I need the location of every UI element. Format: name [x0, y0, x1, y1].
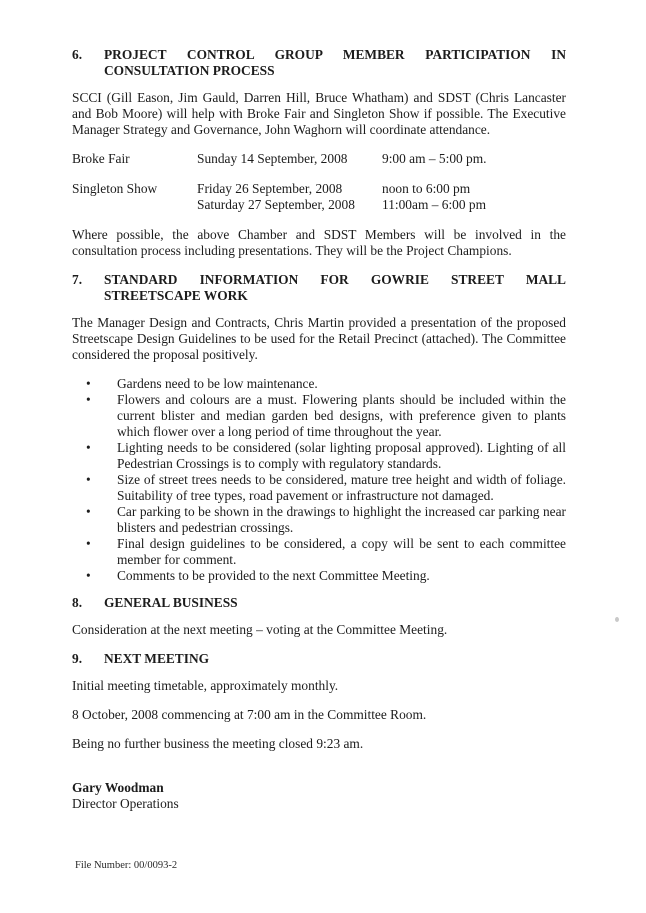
bullet-marker: • [86, 376, 91, 391]
bullet-text: Lighting needs to be considered (solar lighting proposal approved). Lighting of all Pedestrian Crossings is to comply with regulatory standards. [117, 440, 566, 471]
file-number: File Number: 00/0093-2 [75, 860, 178, 871]
bullet-marker: • [86, 568, 91, 583]
bullet-marker: • [86, 536, 91, 551]
section-6-paragraph-2: Where possible, the above Chamber and SDST Members will be involved in the consultation process including presentations. They will be the Project Champions. [72, 227, 566, 258]
schedule-event-date: Sunday 14 September, 2008 [197, 151, 348, 166]
bullet-text: Size of street trees needs to be considered, mature tree height and width of foliage. Suitability of tree types, road pavement or infrastructure not damaged. [117, 472, 566, 503]
section-9-heading [72, 651, 566, 667]
bullet-text: Gardens need to be low maintenance. [117, 376, 318, 391]
bullet-item [72, 536, 566, 568]
section-7-number: 7. [72, 272, 83, 287]
section-9-title: NEXT MEETING [104, 651, 210, 666]
bullet-text: Comments to be provided to the next Committee Meeting. [117, 568, 430, 583]
section-6-heading [72, 47, 566, 79]
section-8-heading [72, 595, 566, 611]
section-9-paragraph-3: Being no further business the meeting closed 9:23 am. [72, 736, 364, 751]
signatory-title: Director Operations [72, 796, 179, 811]
bullet-text: Final design guidelines to be considered, a copy will be sent to each committee member for comment. [117, 536, 566, 567]
streetscape-bullet-list [72, 376, 566, 584]
signatory-name: Gary Woodman [72, 780, 164, 795]
section-7-title: STANDARD INFORMATION FOR GOWRIE STREET MALL STREETSCAPE WORK [104, 272, 566, 303]
section-9-paragraph-2: 8 October, 2008 commencing at 7:00 am in the Committee Room. [72, 707, 427, 722]
bullet-item [72, 568, 566, 584]
section-6-number: 6. [72, 47, 83, 62]
bullet-item [72, 472, 566, 504]
schedule-row-singleton-show [72, 181, 566, 213]
bullet-item [72, 504, 566, 536]
schedule-event-date: Saturday 27 September, 2008 [197, 197, 355, 212]
bullet-marker: • [86, 440, 91, 455]
bullet-text: Car parking to be shown in the drawings to highlight the increased car parking near blisters and pedestrian crossings. [117, 504, 566, 535]
bullet-marker: • [86, 392, 91, 407]
schedule-event-times [382, 181, 566, 213]
section-6-paragraph-1: SCCI (Gill Eason, Jim Gauld, Darren Hill, Bruce Whatham) and SDST (Chris Lancaster and Bob Moore) will help with Broke Fair and Singleton Show if possible. The Executive Manager Strategy and Governance, John Waghorn will coordinate attendance. [72, 90, 566, 137]
bullet-item [72, 440, 566, 472]
schedule-event-time: 9:00 am – 5:00 pm. [382, 151, 487, 166]
bullet-marker: • [86, 504, 91, 519]
section-7-paragraph-1: The Manager Design and Contracts, Chris Martin provided a presentation of the proposed Streetscape Design Guidelines to be used for the Retail Precinct (attached). The Committee considered the proposal positively. [72, 315, 566, 362]
section-8-number: 8. [72, 595, 83, 610]
section-8-paragraph-1: Consideration at the next meeting – voting at the Committee Meeting. [72, 622, 448, 637]
section-8-title: GENERAL BUSINESS [104, 595, 238, 610]
section-9-paragraph-1: Initial meeting timetable, approximately monthly. [72, 678, 339, 693]
schedule-event-dates [197, 181, 382, 213]
schedule-event-time: 11:00am – 6:00 pm [382, 197, 487, 212]
event-schedule-table [72, 151, 566, 213]
schedule-event-time: noon to 6:00 pm [382, 181, 471, 196]
section-9-number: 9. [72, 651, 83, 666]
section-7-heading [72, 272, 566, 304]
section-6-title: PROJECT CONTROL GROUP MEMBER PARTICIPATION IN CONSULTATION PROCESS [104, 47, 566, 78]
bullet-marker: • [86, 472, 91, 487]
schedule-event-name: Singleton Show [72, 181, 158, 196]
bullet-item [72, 392, 566, 440]
schedule-event-date: Friday 26 September, 2008 [197, 181, 343, 196]
signature-block [72, 780, 566, 812]
scan-artifact-speck [615, 617, 619, 622]
bullet-item [72, 376, 566, 392]
bullet-text: Flowers and colours are a must. Flowering plants should be included within the current blister and median garden bed designs, with preference given to plants which flower over a long period of time throughout the year. [117, 392, 566, 439]
schedule-row-broke-fair [72, 151, 566, 167]
schedule-event-name: Broke Fair [72, 151, 130, 166]
